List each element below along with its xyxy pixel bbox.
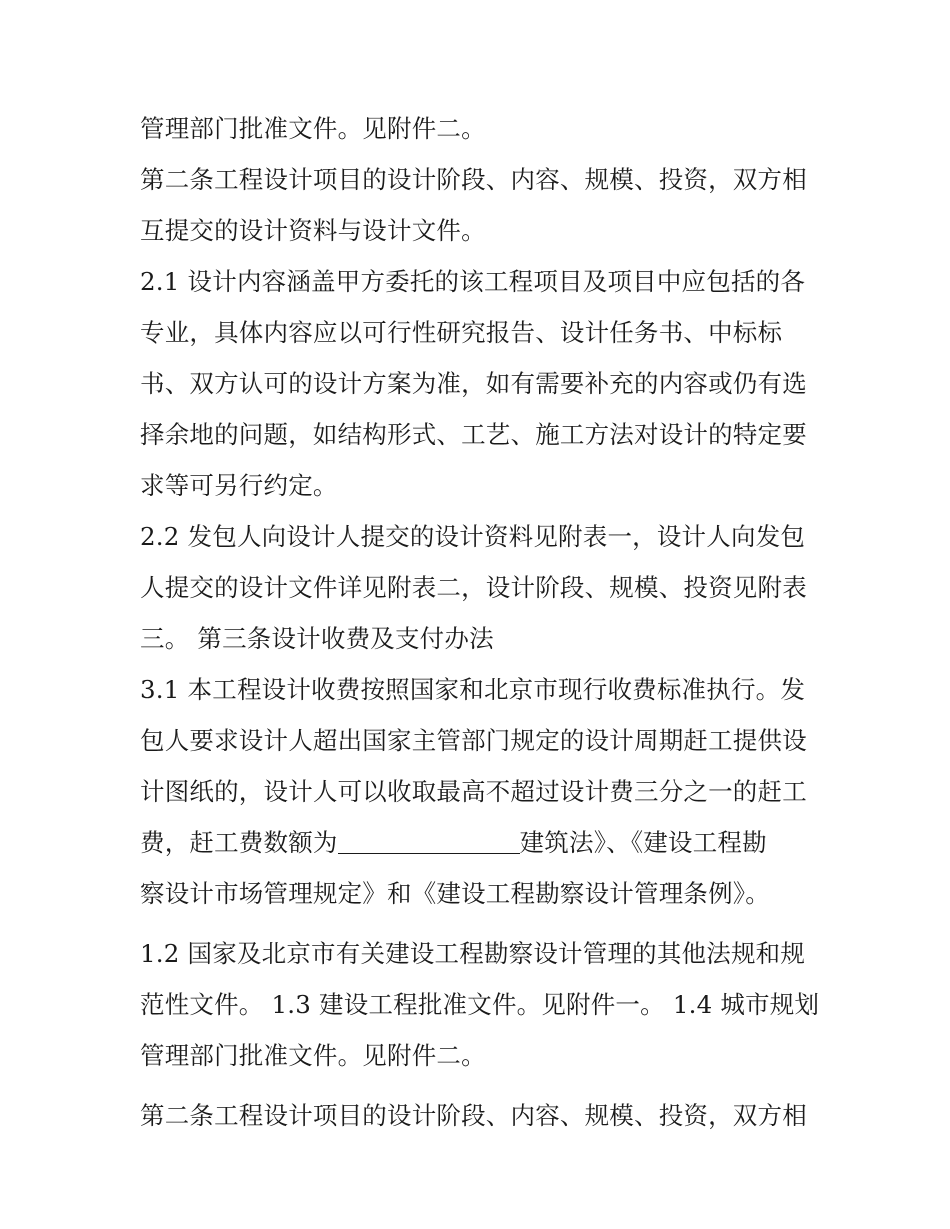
document-body (140, 103, 820, 1141)
text-line-7: 择余地的问题，如结构形式、工艺、施工方法对设计的特定要 (140, 420, 807, 449)
fee-amount-label: 费，赶工费数额为 (140, 828, 338, 857)
text-line-17: 1.2 国家及北京市有关建设工程勘察设计管理的其他法规和规 (140, 939, 806, 968)
text-line-1: 管理部门批准文件。见附件二。 (140, 114, 486, 143)
text-line-19: 管理部门批准文件。见附件二。 (140, 1041, 486, 1070)
text-line-13: 包人要求设计人超出国家主管部门规定的设计周期赶工提供设 (140, 726, 807, 755)
text-line-9: 2.2 发包人向设计人提交的设计资料见附表一，设计人向发包 (140, 522, 806, 551)
text-line-6: 书、双方认可的设计方案为准，如有需要补充的内容或仍有选 (140, 369, 807, 398)
text-line-12: 3.1 本工程设计收费按照国家和北京市现行收费标准执行。发 (140, 675, 806, 704)
text-line-4: 2.1 设计内容涵盖甲方委托的该工程项目及项目中应包括的各 (140, 267, 806, 296)
text-line-3: 互提交的设计资料与设计文件。 (140, 216, 486, 245)
text-line-8: 求等可另行约定。 (140, 471, 338, 500)
text-line-5: 专业，具体内容应以可行性研究报告、设计任务书、中标标 (140, 318, 783, 347)
text-line-15 (140, 817, 820, 868)
text-line-14: 计图纸的，设计人可以收取最高不超过设计费三分之一的赶工 (140, 777, 807, 806)
text-line-11: 三。 第三条设计收费及支付办法 (140, 624, 494, 653)
law-reference-text: 建筑法》、《建设工程勘 (519, 828, 767, 857)
text-line-20: 第二条工程设计项目的设计阶段、内容、规模、投资，双方相 (140, 1101, 807, 1130)
text-line-18: 范性文件。 1.3 建设工程批准文件。见附件一。 1.4 城市规划 (140, 990, 820, 1019)
text-line-2: 第二条工程设计项目的设计阶段、内容、规模、投资，双方相 (140, 165, 807, 194)
text-line-10: 人提交的设计文件详见附表二，设计阶段、规模、投资见附表 (140, 573, 807, 602)
text-line-16: 察设计市场管理规定》和《建设工程勘察设计管理条例》。 (140, 879, 770, 908)
fill-in-blank (338, 852, 520, 854)
